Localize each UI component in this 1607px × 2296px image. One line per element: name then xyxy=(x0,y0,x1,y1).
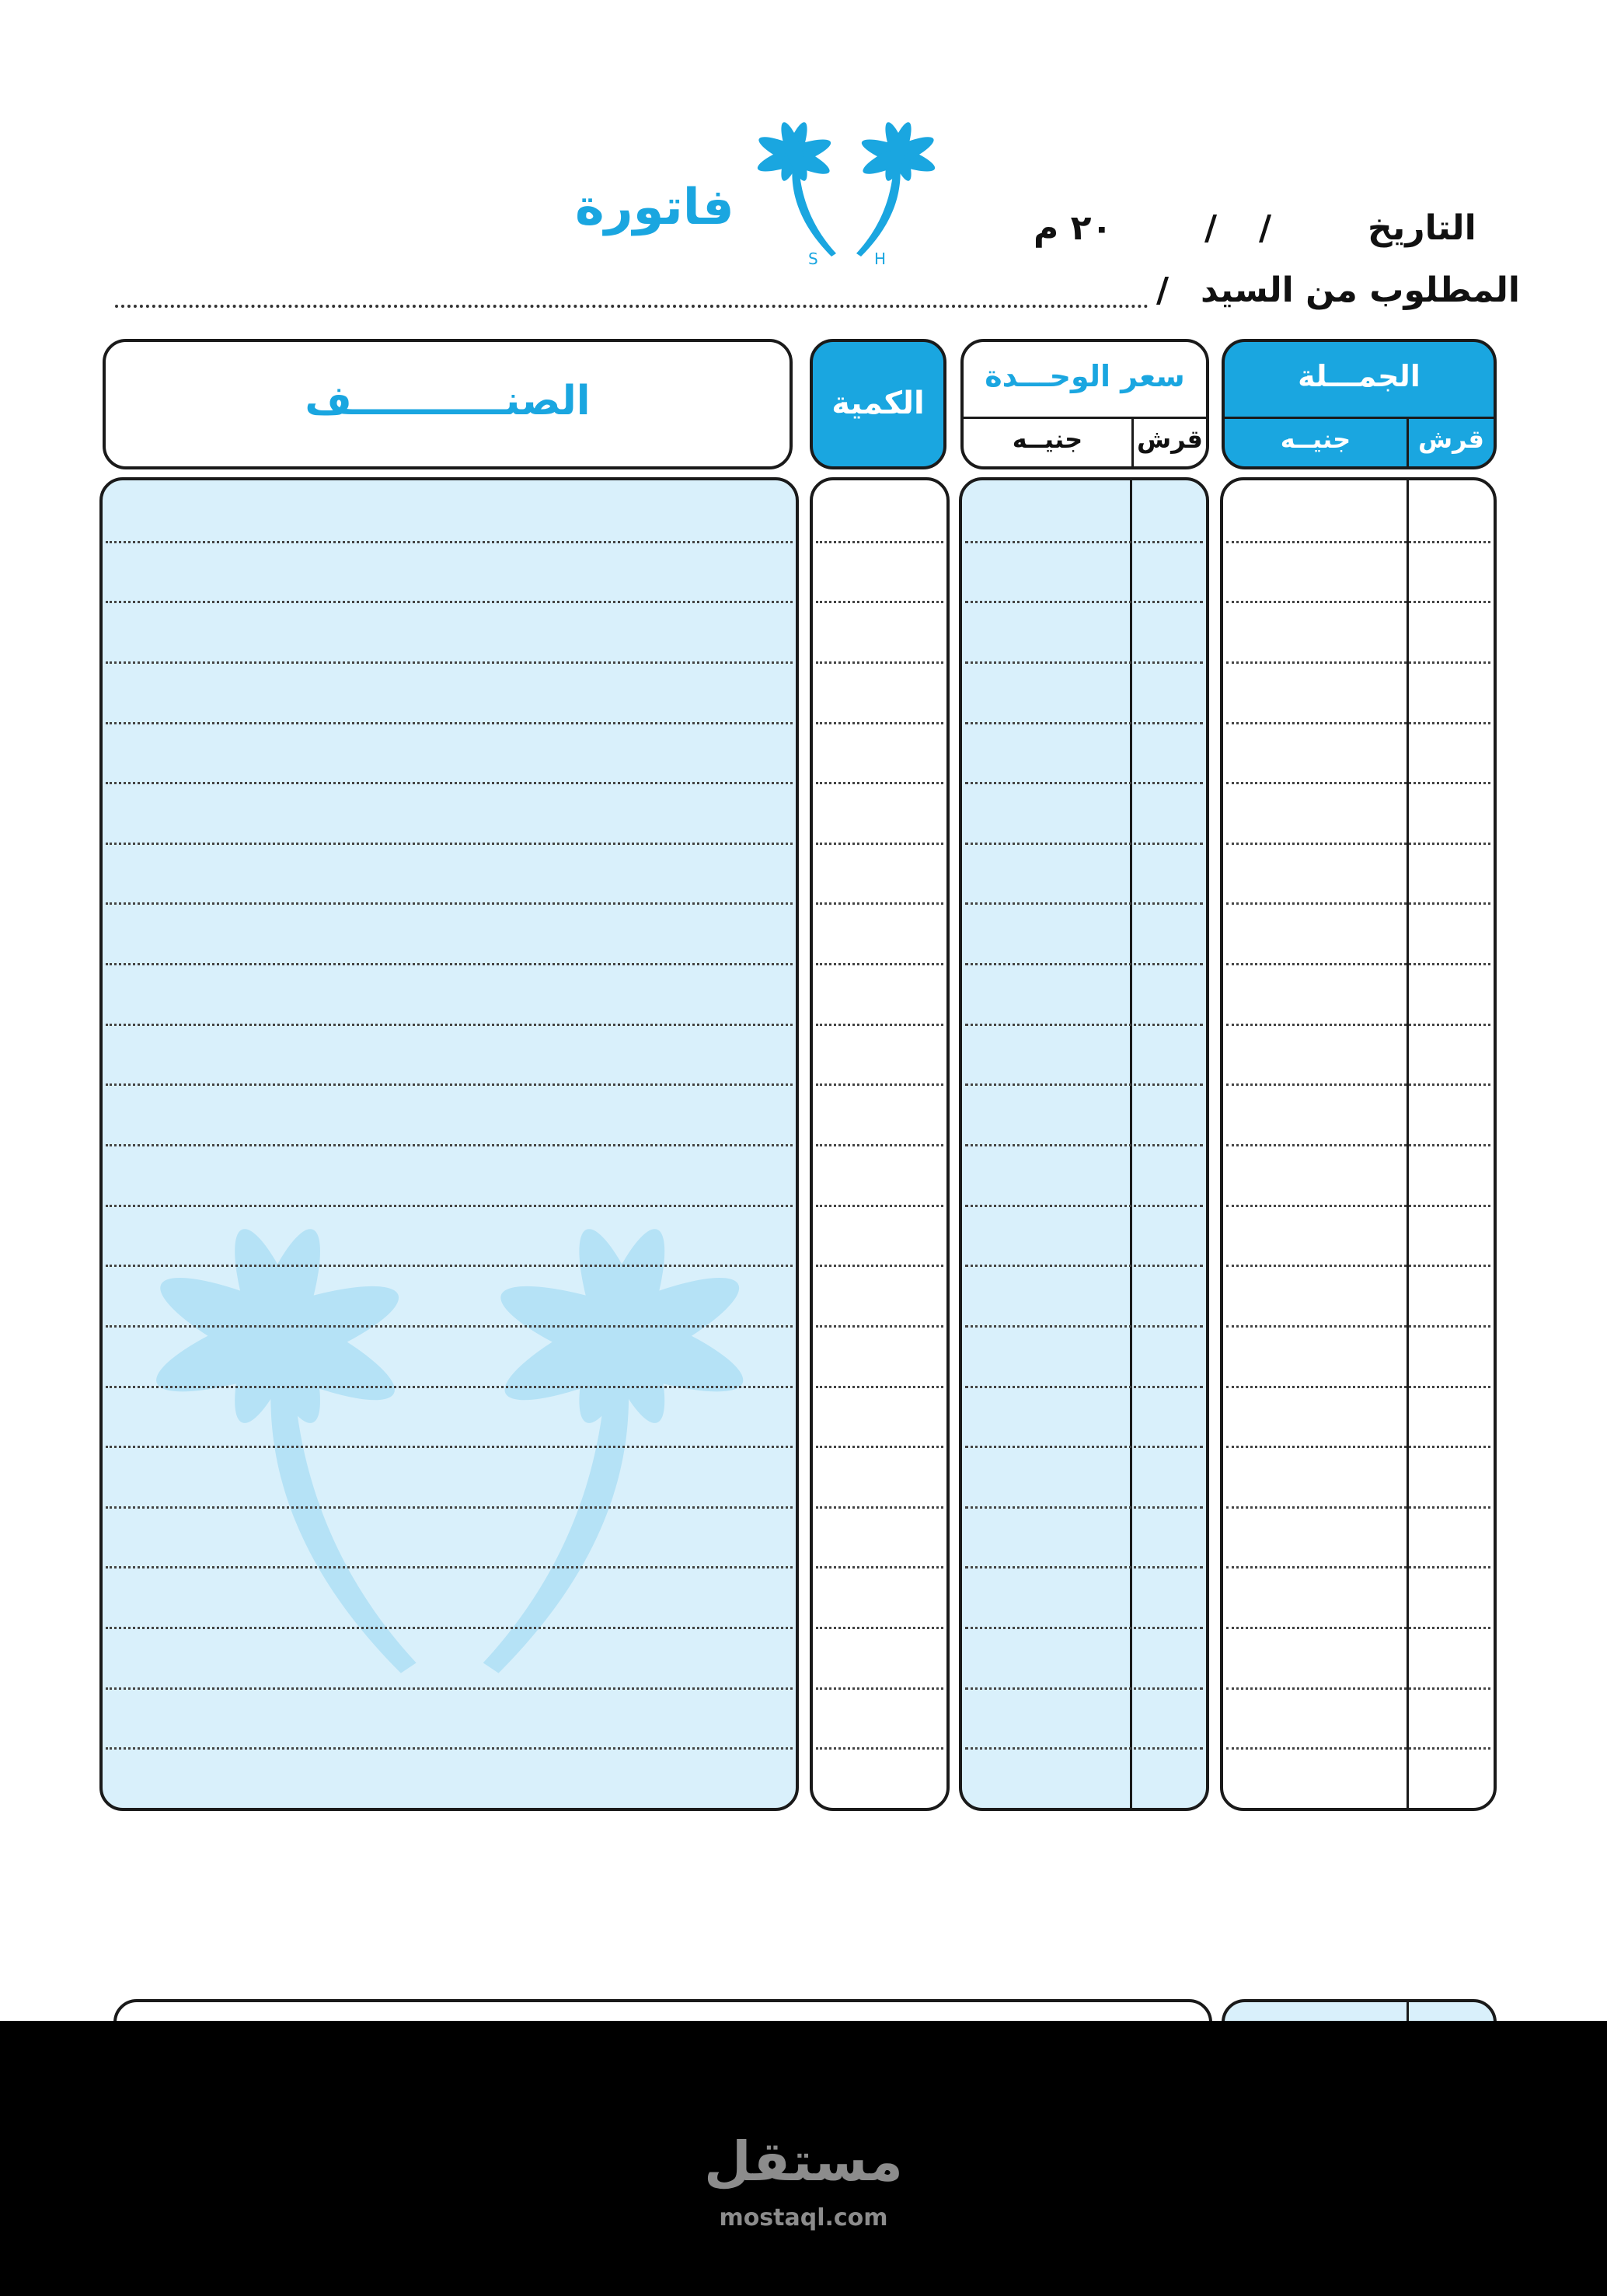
logo-letter-h: H xyxy=(874,249,887,268)
palm-logo-icon xyxy=(746,117,948,272)
row-rule xyxy=(816,1386,943,1388)
row-rule xyxy=(1226,1687,1490,1690)
row-rule xyxy=(106,1265,793,1267)
row-rule xyxy=(965,1205,1203,1207)
row-rule xyxy=(1226,1144,1490,1146)
date-separator-2: / xyxy=(1204,208,1218,248)
row-rule xyxy=(965,1446,1203,1448)
item-header-box xyxy=(103,339,793,469)
row-rule xyxy=(965,1627,1203,1629)
total-divider xyxy=(1225,417,1494,419)
row-rule xyxy=(106,1747,793,1750)
item-column xyxy=(99,477,799,1811)
row-rule xyxy=(965,1386,1203,1388)
row-rule xyxy=(965,1024,1203,1026)
row-rule xyxy=(106,843,793,845)
date-label: التاريخ xyxy=(1368,208,1476,248)
row-rule xyxy=(106,1627,793,1629)
row-rule xyxy=(106,1566,793,1568)
row-rule xyxy=(1226,1386,1490,1388)
row-rule xyxy=(1226,661,1490,664)
row-rule xyxy=(816,782,943,784)
date-year-suffix: ٢٠ م xyxy=(1034,208,1113,248)
row-rule xyxy=(965,782,1203,784)
palm-watermark-icon xyxy=(118,1164,786,1771)
row-rule xyxy=(1226,601,1490,603)
row-rule xyxy=(816,1024,943,1026)
total-pounds-label: جنيــه xyxy=(1280,424,1351,454)
total-column xyxy=(1220,477,1497,1811)
unit-price-column xyxy=(959,477,1209,1811)
row-rule xyxy=(1226,1205,1490,1207)
customer-name-line xyxy=(115,305,1149,308)
row-rule xyxy=(816,1325,943,1328)
row-rule xyxy=(816,1446,943,1448)
row-rule xyxy=(106,1144,793,1146)
row-rule xyxy=(816,722,943,724)
row-rule xyxy=(106,541,793,543)
date-separator-1: / xyxy=(1259,208,1272,248)
row-rule xyxy=(965,902,1203,905)
row-rule xyxy=(965,661,1203,664)
row-rule xyxy=(965,1325,1203,1328)
row-rule xyxy=(965,1265,1203,1267)
row-rule xyxy=(816,902,943,905)
row-rule xyxy=(816,541,943,543)
row-rule xyxy=(816,1506,943,1509)
row-rule xyxy=(106,1083,793,1086)
row-rule xyxy=(1226,1506,1490,1509)
row-rule xyxy=(816,1747,943,1750)
row-rule xyxy=(965,1687,1203,1690)
row-rule xyxy=(1226,1747,1490,1750)
row-rule xyxy=(106,601,793,603)
row-rule xyxy=(106,782,793,784)
row-rule xyxy=(106,1687,793,1690)
row-rule xyxy=(1226,843,1490,845)
row-rule xyxy=(816,601,943,603)
row-rule xyxy=(1226,1446,1490,1448)
row-rule xyxy=(965,601,1203,603)
row-rule xyxy=(965,1144,1203,1146)
row-rule xyxy=(106,722,793,724)
row-rule xyxy=(965,1566,1203,1568)
row-rule xyxy=(106,1205,793,1207)
quantity-header-box xyxy=(810,339,946,469)
row-rule xyxy=(816,1566,943,1568)
item-header-label: الصنـــــــــــف xyxy=(305,378,591,424)
invoice-title: فاتورة xyxy=(575,179,734,236)
row-rule xyxy=(1226,1566,1490,1568)
row-rule xyxy=(1226,1083,1490,1086)
row-rule xyxy=(816,1144,943,1146)
total-piasters-label: قرش xyxy=(1417,424,1484,454)
row-rule xyxy=(816,1205,943,1207)
row-rule xyxy=(816,963,943,965)
logo-letter-s: S xyxy=(808,249,818,268)
row-rule xyxy=(965,963,1203,965)
row-rule xyxy=(816,661,943,664)
row-rule xyxy=(1226,1024,1490,1026)
brand-arabic: مستقل xyxy=(703,2130,903,2193)
quantity-column xyxy=(810,477,950,1811)
row-rule xyxy=(106,1386,793,1388)
row-rule xyxy=(965,541,1203,543)
row-rule xyxy=(965,1747,1203,1750)
row-rule xyxy=(106,661,793,664)
row-rule xyxy=(965,843,1203,845)
row-rule xyxy=(106,1024,793,1026)
row-rule xyxy=(965,1506,1203,1509)
row-rule xyxy=(1226,902,1490,905)
unit-price-header-label: سعر الوحـــدة xyxy=(985,359,1185,393)
unit-price-piasters-label: قرش xyxy=(1136,424,1203,454)
row-rule xyxy=(816,1627,943,1629)
footer-strip xyxy=(0,2021,1607,2296)
row-rule xyxy=(106,902,793,905)
customer-separator: / xyxy=(1156,270,1170,310)
row-rule xyxy=(1226,1627,1490,1629)
unit-price-header-box xyxy=(960,339,1209,469)
row-rule xyxy=(816,1265,943,1267)
customer-label: المطلوب من السيد xyxy=(1201,270,1520,310)
row-rule xyxy=(965,1083,1203,1086)
unit-price-pounds-label: جنيــه xyxy=(1012,424,1083,454)
row-rule xyxy=(1226,782,1490,784)
row-rule xyxy=(1226,722,1490,724)
row-rule xyxy=(1226,541,1490,543)
row-rule xyxy=(816,843,943,845)
row-rule xyxy=(106,1446,793,1448)
unit-price-divider xyxy=(964,417,1206,419)
row-rule xyxy=(106,1325,793,1328)
row-rule xyxy=(106,1506,793,1509)
row-rule xyxy=(965,722,1203,724)
brand-url: mostaql.com xyxy=(719,2204,888,2231)
row-rule xyxy=(816,1687,943,1690)
row-rule xyxy=(1226,963,1490,965)
row-rule xyxy=(1226,1325,1490,1328)
total-header-box xyxy=(1222,339,1497,469)
quantity-header-label: الكمية xyxy=(831,386,925,421)
row-rule xyxy=(1226,1265,1490,1267)
total-header-label: الجمـــلة xyxy=(1298,359,1421,393)
row-rule xyxy=(106,963,793,965)
row-rule xyxy=(816,1083,943,1086)
